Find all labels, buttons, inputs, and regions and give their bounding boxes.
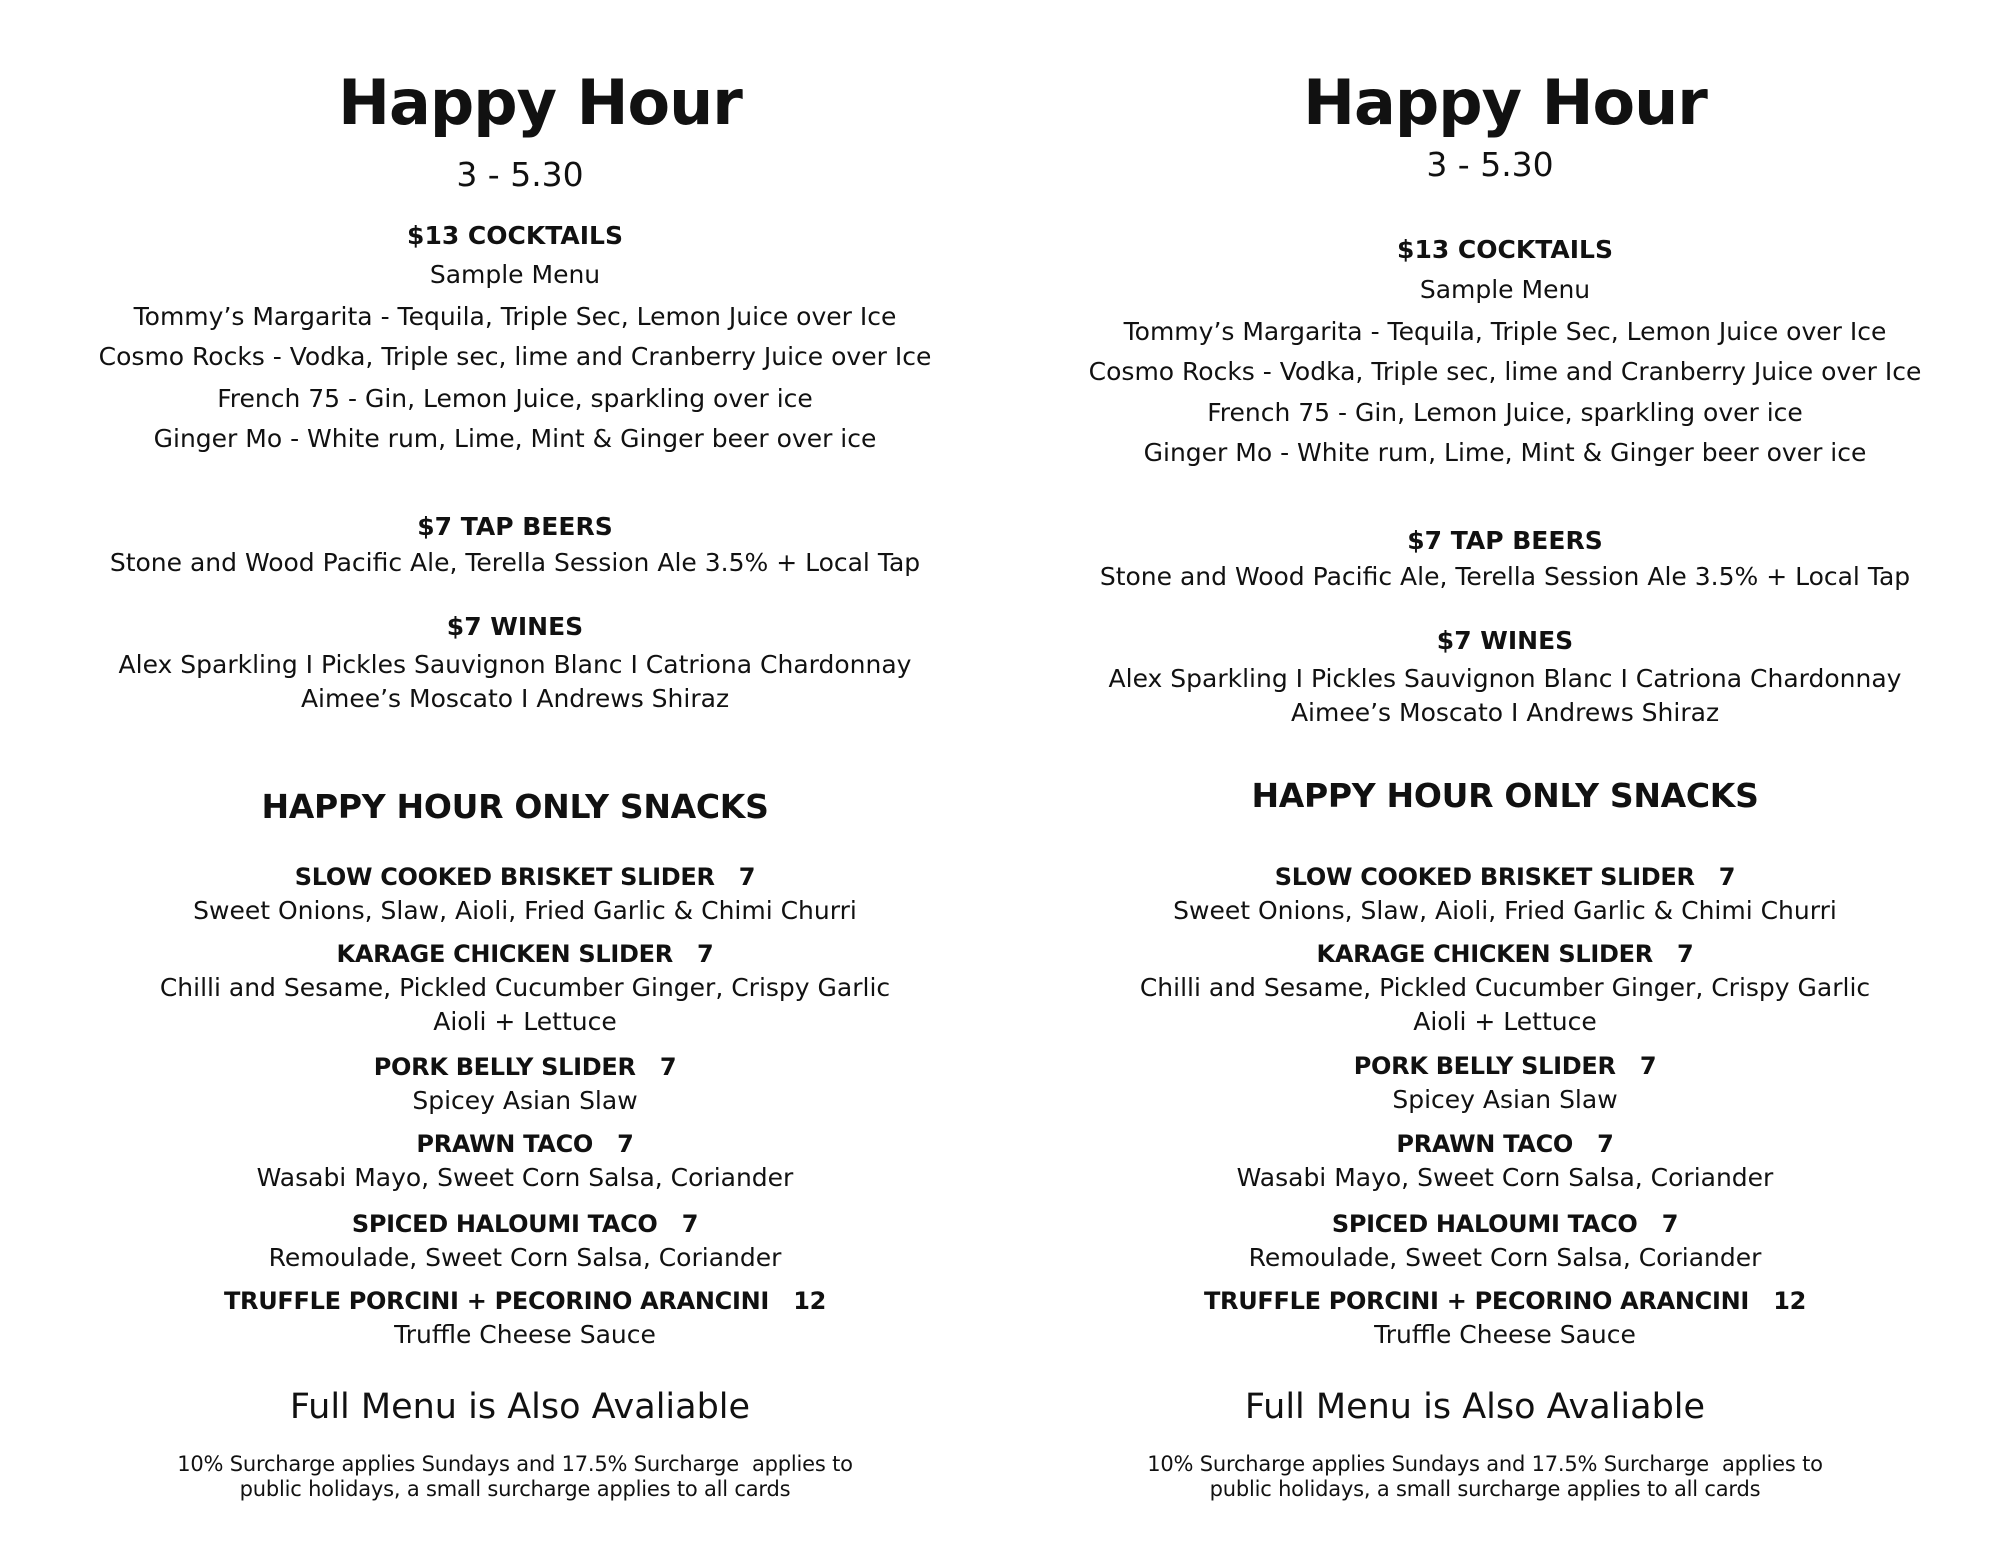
snack-desc: Spicey Asian Slaw: [1392, 1085, 1618, 1114]
wines-line: Aimee’s Moscato I Andrews Shiraz: [1290, 698, 1720, 727]
surcharge-line: public holidays, a small surcharge applies to all cards: [1209, 1477, 1761, 1501]
wines-heading: $7 WINES: [1436, 626, 1574, 655]
snack-name: TRUFFLE PORCINI + PECORINO ARANCINI 12: [223, 1287, 827, 1315]
wines-heading: $7 WINES: [446, 612, 584, 641]
beers-heading: $7 TAP BEERS: [1407, 526, 1603, 555]
snacks-heading: HAPPY HOUR ONLY SNACKS: [261, 787, 769, 826]
snack-desc: Sweet Onions, Slaw, Aioli, Fried Garlic & Chimi Churri: [1173, 896, 1837, 925]
snack-desc: Remoulade, Sweet Corn Salsa, Coriander: [1248, 1243, 1762, 1272]
snack-name: PORK BELLY SLIDER 7: [373, 1053, 677, 1081]
snack-name: SLOW COOKED BRISKET SLIDER 7: [294, 863, 756, 891]
snack-name: SPICED HALOUMI TACO 7: [1331, 1210, 1679, 1238]
cocktails-subheading: Sample Menu: [429, 260, 601, 289]
snack-desc: Spicey Asian Slaw: [412, 1086, 638, 1115]
snacks-heading: HAPPY HOUR ONLY SNACKS: [1251, 776, 1759, 815]
surcharge-line: 10% Surcharge applies Sundays and 17.5% Surcharge applies to: [1147, 1452, 1823, 1476]
snack-desc: Wasabi Mayo, Sweet Corn Salsa, Coriander: [1236, 1163, 1774, 1192]
happy-hour-times: 3 - 5.30: [1426, 145, 1554, 184]
cocktails-subheading: Sample Menu: [1419, 275, 1591, 304]
menu-right: [1070, 0, 1940, 1556]
beers-heading: $7 TAP BEERS: [417, 512, 613, 541]
cocktails-heading: $13 COCKTAILS: [407, 221, 623, 250]
snack-desc: Truffle Cheese Sauce: [1374, 1320, 1636, 1349]
full-menu-note: Full Menu is Also Avaliable: [289, 1387, 751, 1427]
beers-text: Stone and Wood Pacific Ale, Terella Session Ale 3.5% + Local Tap: [1099, 562, 1911, 591]
snack-name: PRAWN TACO 7: [1396, 1130, 1614, 1158]
snack-desc: Remoulade, Sweet Corn Salsa, Coriander: [268, 1243, 782, 1272]
snack-name: PRAWN TACO 7: [416, 1130, 634, 1158]
wines-line: Aimee’s Moscato I Andrews Shiraz: [300, 684, 730, 713]
full-menu-note: Full Menu is Also Avaliable: [1244, 1387, 1706, 1427]
snack-desc: Wasabi Mayo, Sweet Corn Salsa, Coriander: [256, 1163, 794, 1192]
surcharge-line: public holidays, a small surcharge applies to all cards: [239, 1477, 791, 1501]
beers-text: Stone and Wood Pacific Ale, Terella Session Ale 3.5% + Local Tap: [109, 548, 921, 577]
snack-desc: Aioli + Lettuce: [1413, 1007, 1597, 1036]
snack-name: TRUFFLE PORCINI + PECORINO ARANCINI 12: [1203, 1287, 1807, 1315]
snack-name: KARAGE CHICKEN SLIDER 7: [1316, 940, 1694, 968]
cocktail-item: Tommy’s Margarita - Tequila, Triple Sec, Lemon Juice over Ice: [1123, 317, 1887, 346]
snack-name: PORK BELLY SLIDER 7: [1353, 1052, 1657, 1080]
snack-name: SLOW COOKED BRISKET SLIDER 7: [1274, 863, 1736, 891]
menu-title: Happy Hour: [338, 66, 742, 139]
snack-name: KARAGE CHICKEN SLIDER 7: [336, 940, 714, 968]
snack-desc: Truffle Cheese Sauce: [394, 1320, 656, 1349]
cocktail-item: Cosmo Rocks - Vodka, Triple sec, lime and Cranberry Juice over Ice: [98, 342, 932, 371]
wines-line: Alex Sparkling I Pickles Sauvignon Blanc I Catriona Chardonnay: [1108, 664, 1902, 693]
snack-desc: Chilli and Sesame, Pickled Cucumber Ginger, Crispy Garlic: [1139, 973, 1871, 1002]
cocktail-item: French 75 - Gin, Lemon Juice, sparkling over ice: [217, 384, 813, 413]
snack-desc: Chilli and Sesame, Pickled Cucumber Ginger, Crispy Garlic: [159, 973, 891, 1002]
snack-desc: Sweet Onions, Slaw, Aioli, Fried Garlic & Chimi Churri: [193, 896, 857, 925]
cocktails-heading: $13 COCKTAILS: [1397, 235, 1613, 264]
cocktail-item: Ginger Mo - White rum, Lime, Mint & Ginger beer over ice: [1143, 438, 1867, 467]
surcharge-line: 10% Surcharge applies Sundays and 17.5% Surcharge applies to: [177, 1452, 853, 1476]
snack-desc: Aioli + Lettuce: [433, 1007, 617, 1036]
menu-title: Happy Hour: [1303, 66, 1707, 139]
cocktail-item: Cosmo Rocks - Vodka, Triple sec, lime and Cranberry Juice over Ice: [1088, 357, 1922, 386]
cocktail-item: Ginger Mo - White rum, Lime, Mint & Ginger beer over ice: [153, 424, 877, 453]
menu-left: [95, 0, 985, 1556]
snack-name: SPICED HALOUMI TACO 7: [351, 1210, 699, 1238]
wines-line: Alex Sparkling I Pickles Sauvignon Blanc I Catriona Chardonnay: [118, 650, 912, 679]
happy-hour-times: 3 - 5.30: [456, 155, 584, 194]
cocktail-item: French 75 - Gin, Lemon Juice, sparkling over ice: [1207, 398, 1803, 427]
cocktail-item: Tommy’s Margarita - Tequila, Triple Sec, Lemon Juice over Ice: [133, 302, 897, 331]
